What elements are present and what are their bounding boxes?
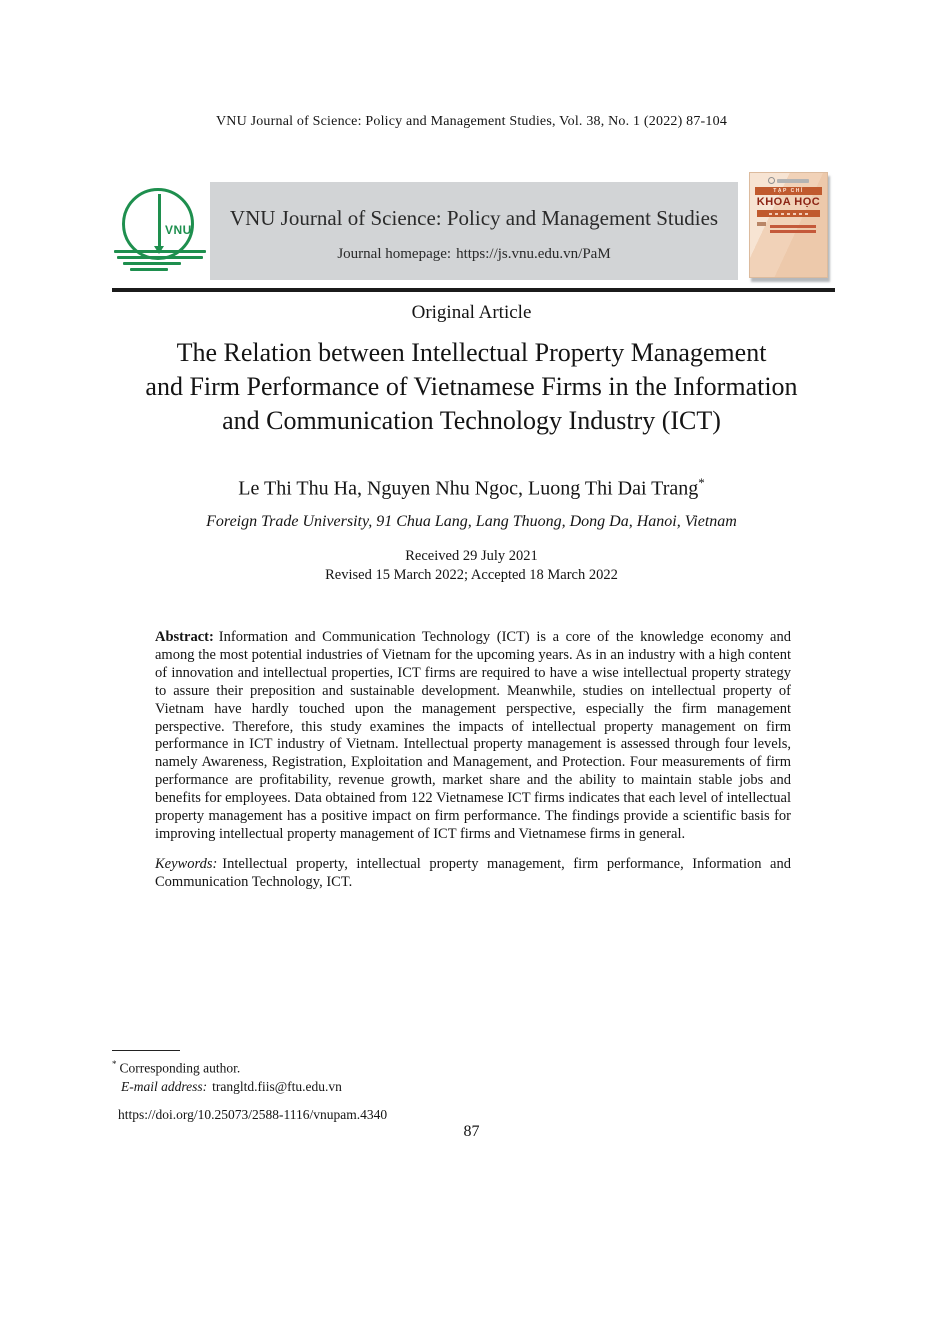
corresponding-author-text: Corresponding author.	[119, 1060, 241, 1076]
cover-mini-text-bar	[777, 179, 809, 183]
cover-small-text	[749, 222, 828, 240]
corresponding-author-note	[112, 1055, 542, 1078]
vnu-logo-text: VNU	[165, 223, 192, 237]
page-number: 87	[463, 1123, 480, 1140]
keywords-label: Keywords:	[155, 855, 218, 872]
article-dates	[0, 547, 943, 585]
journal-homepage-line	[210, 246, 738, 263]
vnu-logo-book-line-icon	[117, 256, 203, 259]
cover-issue-bar	[757, 222, 766, 226]
vnu-logo-stem-icon	[158, 194, 161, 248]
cover-redtext-bar	[770, 230, 816, 233]
journal-masthead	[210, 182, 738, 280]
abstract-paragraph	[155, 629, 791, 844]
vnu-logo	[114, 184, 214, 282]
author-list	[0, 475, 943, 501]
article-title	[60, 336, 883, 438]
vnu-logo-book-line-icon	[130, 268, 168, 271]
email-line	[112, 1078, 542, 1096]
email-label: E-mail address:	[121, 1078, 208, 1094]
footnote-marker: *	[112, 1059, 117, 1069]
cover-mini-logo	[749, 176, 828, 185]
footnote-divider-rule	[112, 1050, 180, 1051]
running-head: VNU Journal of Science: Policy and Management Studies, Vol. 38, No. 1 (2022) 87-104	[215, 114, 728, 129]
article-title-line: and Firm Performance of Vietnamese Firms in the Information	[145, 372, 798, 401]
vnu-logo-book-line-icon	[123, 262, 181, 265]
keywords-paragraph	[155, 856, 791, 892]
email-link[interactable]: trangltd.fiis@ftu.edu.vn	[212, 1078, 342, 1094]
cover-tapchi-band: TẠP CHÍ	[755, 187, 822, 195]
article-title-line: The Relation between Intellectual Property Management	[176, 338, 767, 367]
journal-cover-thumbnail	[749, 172, 828, 278]
journal-title: VNU Journal of Science: Policy and Management Studies	[229, 206, 719, 230]
cover-redtext-bar	[770, 225, 816, 228]
article-title-line: and Communication Technology Industry (ICT)	[222, 406, 721, 435]
doi-link[interactable]: https://doi.org/10.25073/2588-1116/vnupam.4340	[118, 1106, 388, 1122]
author-names: Le Thi Thu Ha, Nguyen Nhu Ngoc, Luong Thi Dai Trang	[238, 477, 699, 500]
corresponding-author-mark: *	[698, 475, 705, 490]
homepage-label: Journal homepage:	[337, 246, 452, 262]
journal-banner	[112, 172, 835, 284]
vnu-logo-book-line-icon	[114, 250, 206, 253]
article-type: Original Article	[411, 302, 532, 323]
keywords-text: Intellectual property, intellectual property management, firm performance, Information and Communication Technology, ICT.	[155, 855, 791, 890]
abstract-label: Abstract:	[155, 629, 214, 645]
abstract-text: Information and Communication Technology (ICT) is a core of the knowledge economy and among the most potential industries of Vietnam for the upcoming years. As in an industry with a high content of innovation and intellectual properties, ICT firms are required to have a wise intellectual property strategy to assure their preposition and sustainable development. Meanwhile, studies on intellectual property of Vietnam have hardly touched upon the management perspective, especially the firm management perspective. Therefore, this study examines the impacts of intellectual property management on firm performance in ICT industry of Vietnam. Intellectual property management is assessed through four levels, namely Awareness, Registration, Exploitation and Management, and Protection. Four measurements of firm performance are profitability, revenue growth, market share and the ability to maintain stable jobs and benefits for employees. Data obtained from 122 Vietnamese ICT firms indicates that each level of intellectual property management has a positive impact on firm performance. The findings provide a scientific basis for improving intellectual property management of ICT firms and Vietnamese firms in general.	[155, 629, 791, 842]
received-date: Received 29 July 2021	[405, 548, 538, 564]
cover-redtext-bars	[770, 225, 816, 235]
banner-divider-rule	[112, 288, 835, 292]
cover-khoahoc-title: KHOA HỌC	[756, 196, 821, 208]
abstract-block	[155, 629, 791, 892]
homepage-link[interactable]: https://js.vnu.edu.vn/PaM	[456, 246, 611, 262]
footnote-block	[112, 1050, 542, 1124]
cover-mini-logo-icon	[768, 177, 775, 184]
affiliation: Foreign Trade University, 91 Chua Lang, Lang Thuong, Dong Da, Hanoi, Vietnam	[206, 513, 737, 530]
revised-accepted-date: Revised 15 March 2022; Accepted 18 March 2022	[325, 567, 618, 583]
cover-subtitle-band	[757, 210, 820, 217]
